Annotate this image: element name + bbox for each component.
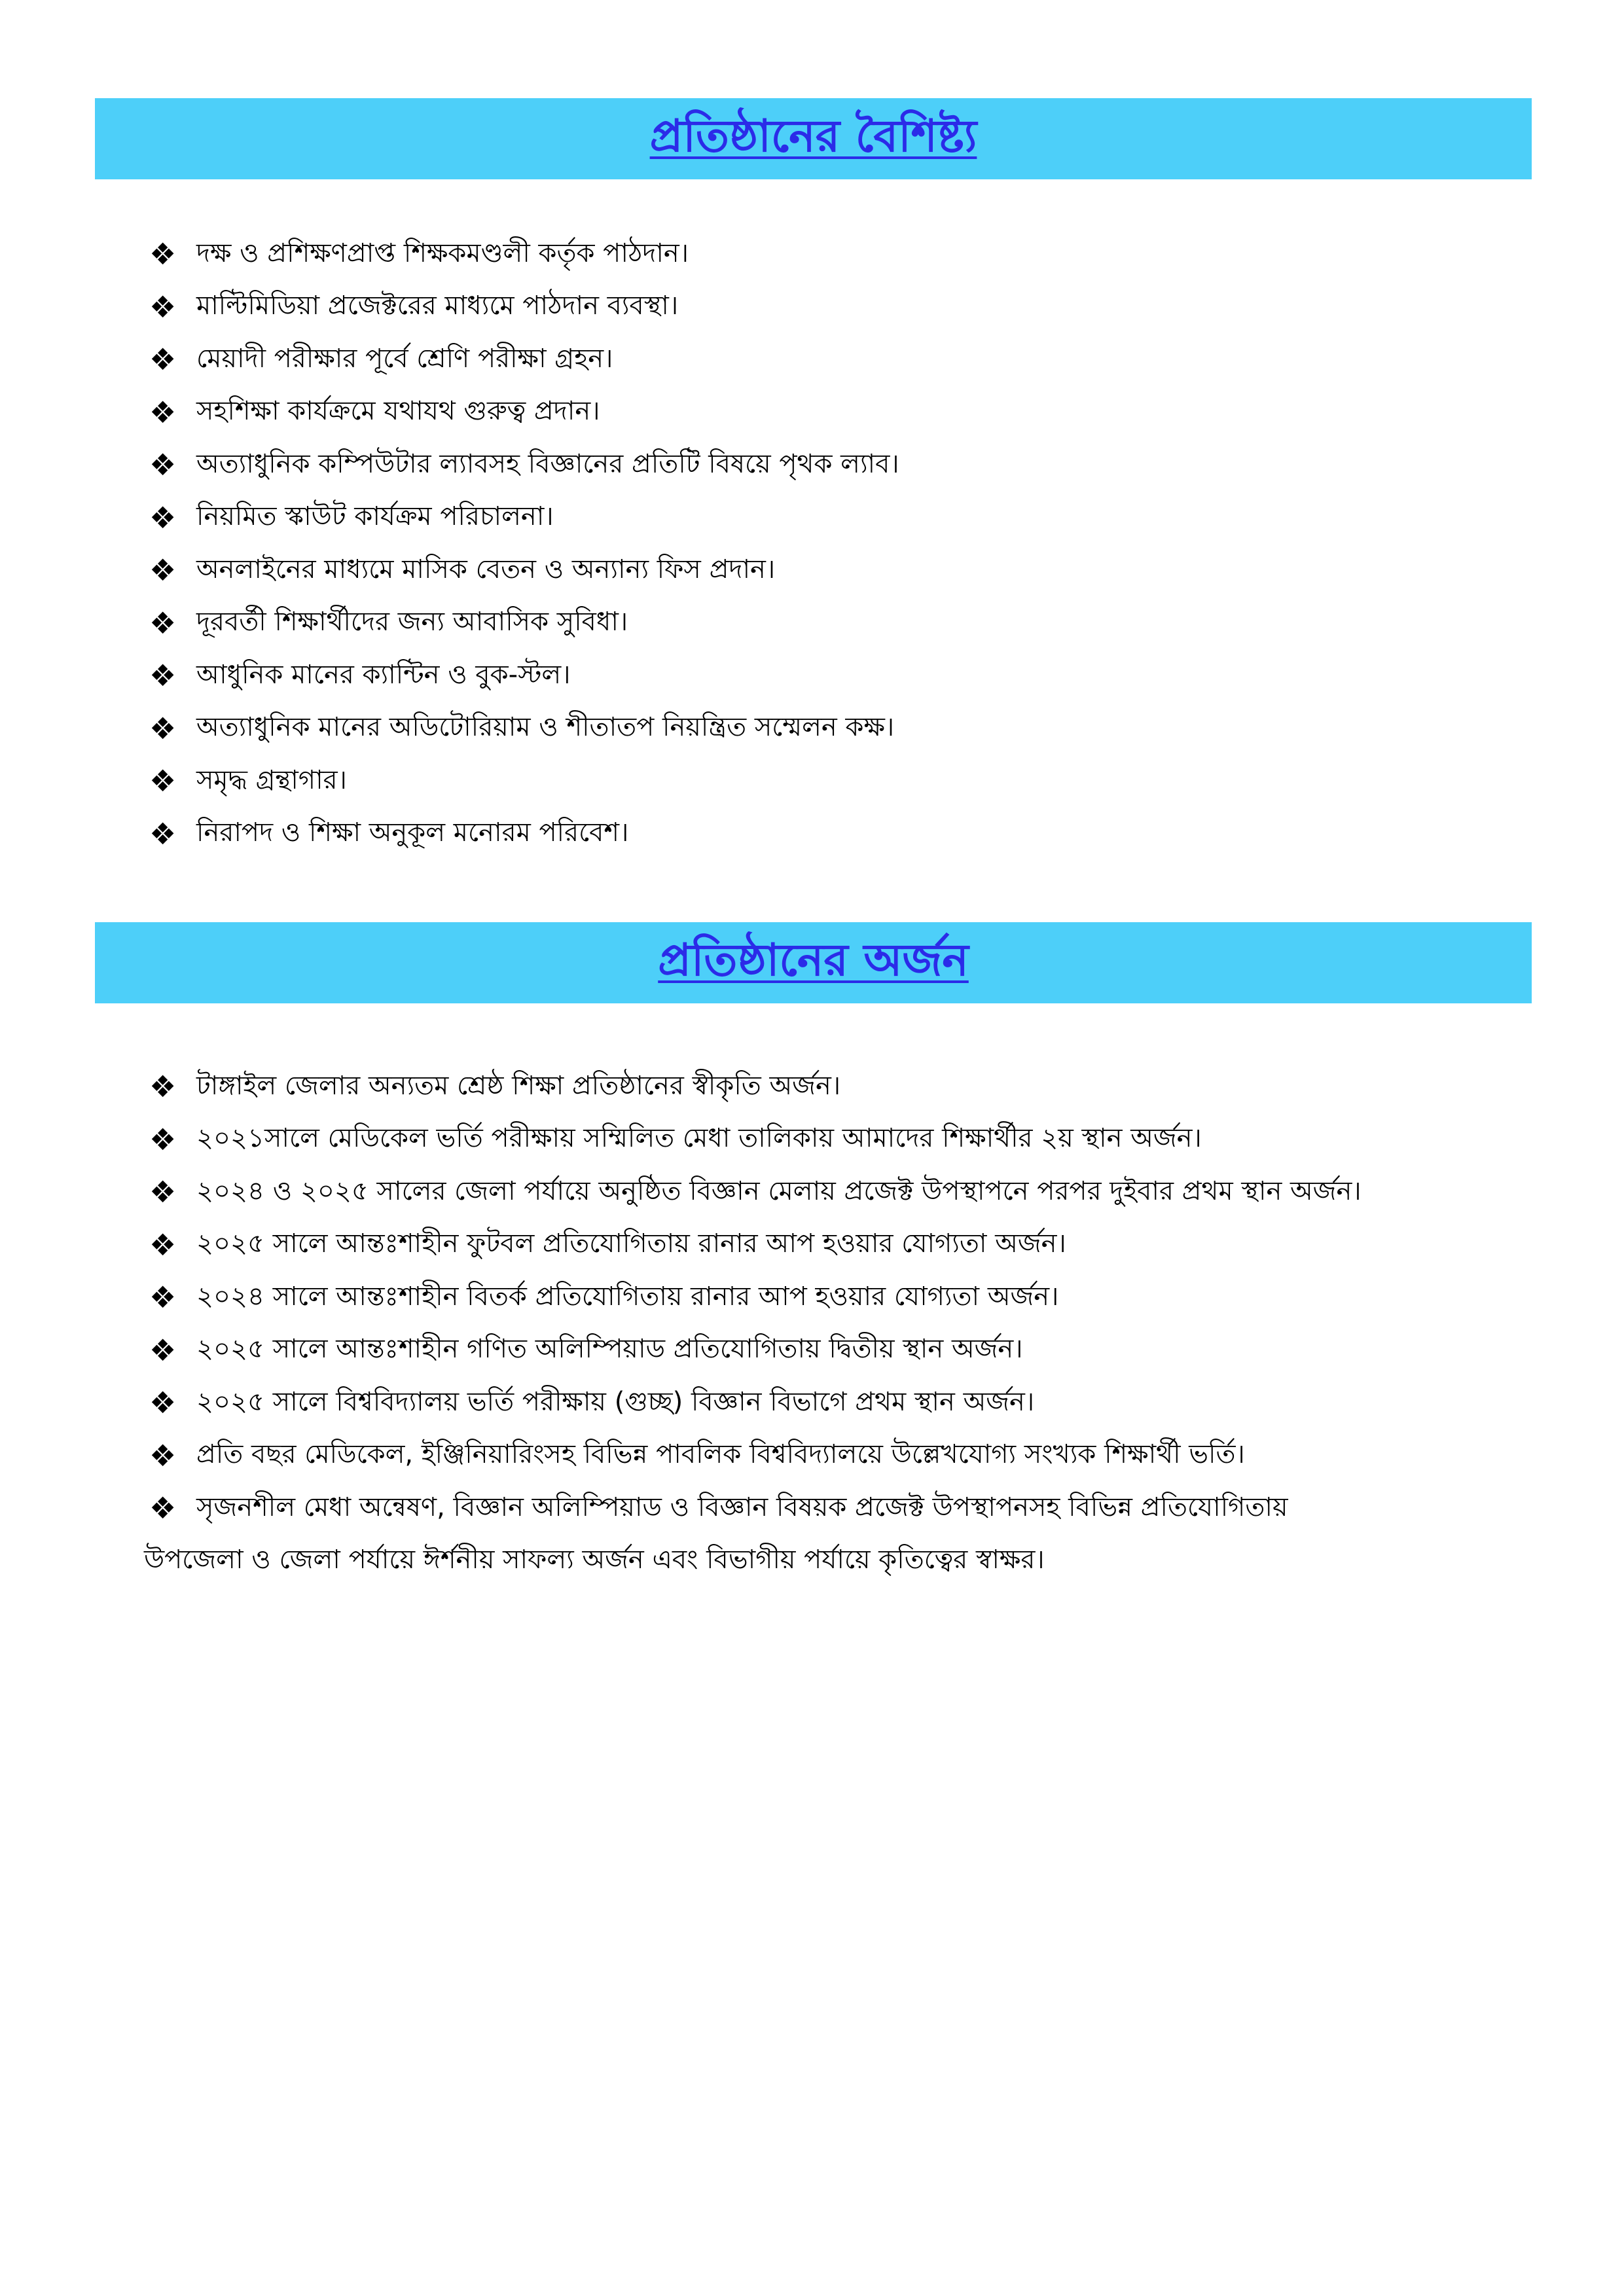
- list-item: ❖ ২০২৫ সালে আন্তঃশাহীন ফুটবল প্রতিযোগিতায় রানার আপ হওয়ার যোগ্যতা অর্জন।: [149, 1227, 1066, 1263]
- diamond-bullet-icon: ❖: [149, 710, 177, 746]
- list-item: ❖ মাল্টিমিডিয়া প্রজেক্টরের মাধ্যমে পাঠদান ব্যবস্থা।: [149, 289, 679, 325]
- diamond-bullet-icon: ❖: [149, 1121, 177, 1157]
- diamond-bullet-icon: ❖: [149, 763, 177, 799]
- diamond-bullet-icon: ❖: [149, 1437, 177, 1473]
- list-item: ❖ মেয়াদী পরীক্ষার পূর্বে শ্রেণি পরীক্ষা গ্রহন।: [149, 342, 613, 378]
- diamond-bullet-icon: ❖: [149, 552, 177, 588]
- diamond-bullet-icon: ❖: [149, 1332, 177, 1368]
- list-item-continuation: উপজেলা ও জেলা পর্যায়ে ঈর্শনীয় সাফল্য অর্জন এবং বিভাগীয় পর্যায়ে কৃতিত্বের স্বাক্ষর।: [144, 1545, 1045, 1575]
- list-item: ❖ সমৃদ্ধ গ্রন্থাগার।: [149, 763, 347, 799]
- diamond-bullet-icon: ❖: [149, 1490, 177, 1526]
- list-item: ❖ অনলাইনের মাধ্যমে মাসিক বেতন ও অন্যান্য ফিস প্রদান।: [149, 552, 776, 588]
- diamond-bullet-icon: ❖: [149, 342, 177, 378]
- features-header: [95, 98, 1532, 179]
- diamond-bullet-icon: ❖: [149, 1069, 177, 1105]
- list-item: ❖ প্রতি বছর মেডিকেল, ইঞ্জিনিয়ারিংসহ বিভিন্ন পাবলিক বিশ্ববিদ্যালয়ে উল্লেখযোগ্য সংখ্যক শিক্ষার্থী ভর্তি।: [149, 1437, 1245, 1473]
- list-item: ❖ ২০২১সালে মেডিকেল ভর্তি পরীক্ষায় সম্মিলিত মেধা তালিকায় আমাদের শিক্ষার্থীর ২য় স্থান অর্জন।: [149, 1121, 1202, 1157]
- features-title: প্রতিষ্ঠানের বৈশিষ্ট্য: [649, 111, 977, 162]
- list-item: ❖ টাঙ্গাইল জেলার অন্যতম শ্রেষ্ঠ শিক্ষা প্রতিষ্ঠানের স্বীকৃতি অর্জন।: [149, 1069, 841, 1105]
- list-item: ❖ ২০২৫ সালে বিশ্ববিদ্যালয় ভর্তি পরীক্ষায় (গুচ্ছ) বিজ্ঞান বিভাগে প্রথম স্থান অর্জন।: [149, 1385, 1035, 1421]
- diamond-bullet-icon: ❖: [149, 394, 177, 430]
- list-item: ❖ নিয়মিত স্কাউট কার্যক্রম পরিচালনা।: [149, 499, 554, 535]
- list-item: ❖ সহশিক্ষা কার্যক্রমে যথাযথ গুরুত্ব প্রদান।: [149, 394, 600, 430]
- achievements-title: প্রতিষ্ঠানের অর্জন: [658, 935, 969, 986]
- diamond-bullet-icon: ❖: [149, 289, 177, 325]
- diamond-bullet-icon: ❖: [149, 1280, 177, 1316]
- diamond-bullet-icon: ❖: [149, 658, 177, 694]
- list-item: ❖ অত্যাধুনিক মানের অডিটোরিয়াম ও শীতাতপ নিয়ন্ত্রিত সম্মেলন কক্ষ।: [149, 710, 895, 746]
- list-item: ❖ ২০২৪ ও ২০২৫ সালের জেলা পর্যায়ে অনুষ্ঠিত বিজ্ঞান মেলায় প্রজেক্ট উপস্থাপনে পরপর দুইবার প্রথম স্থান অর্জন।: [149, 1174, 1362, 1210]
- list-item: ❖ ২০২৪ সালে আন্তঃশাহীন বিতর্ক প্রতিযোগিতায় রানার আপ হওয়ার যোগ্যতা অর্জন।: [149, 1280, 1059, 1316]
- list-item: ❖ সৃজনশীল মেধা অন্বেষণ, বিজ্ঞান অলিম্পিয়াড ও বিজ্ঞান বিষয়ক প্রজেক্ট উপস্থাপনসহ বিভিন্ন প্রতিযোগিতায়: [149, 1490, 1288, 1526]
- list-item: ❖ ২০২৫ সালে আন্তঃশাহীন গণিত অলিম্পিয়াড প্রতিযোগিতায় দ্বিতীয় স্থান অর্জন।: [149, 1332, 1023, 1368]
- achievements-header: [95, 922, 1532, 1003]
- features-list: [149, 228, 1537, 860]
- diamond-bullet-icon: ❖: [149, 605, 177, 641]
- achievements-list: [144, 1060, 1537, 1587]
- list-item: ❖ দক্ষ ও প্রশিক্ষণপ্রাপ্ত শিক্ষকমণ্ডলী কর্তৃক পাঠদান।: [149, 236, 689, 272]
- diamond-bullet-icon: ❖: [149, 1385, 177, 1421]
- list-item: ❖ অত্যাধুনিক কম্পিউটার ল্যাবসহ বিজ্ঞানের প্রতিটি বিষয়ে পৃথক ল্যাব।: [149, 447, 899, 483]
- list-item: ❖ দূরবর্তী শিক্ষার্থীদের জন্য আবাসিক সুবিধা।: [149, 605, 628, 641]
- diamond-bullet-icon: ❖: [149, 236, 177, 272]
- diamond-bullet-icon: ❖: [149, 1174, 177, 1210]
- list-item: ❖ নিরাপদ ও শিক্ষা অনুকূল মনোরম পরিবেশ।: [149, 816, 629, 852]
- diamond-bullet-icon: ❖: [149, 1227, 177, 1263]
- diamond-bullet-icon: ❖: [149, 447, 177, 483]
- diamond-bullet-icon: ❖: [149, 816, 177, 852]
- list-item: ❖ আধুনিক মানের ক্যান্টিন ও বুক-স্টল।: [149, 658, 571, 694]
- diamond-bullet-icon: ❖: [149, 499, 177, 535]
